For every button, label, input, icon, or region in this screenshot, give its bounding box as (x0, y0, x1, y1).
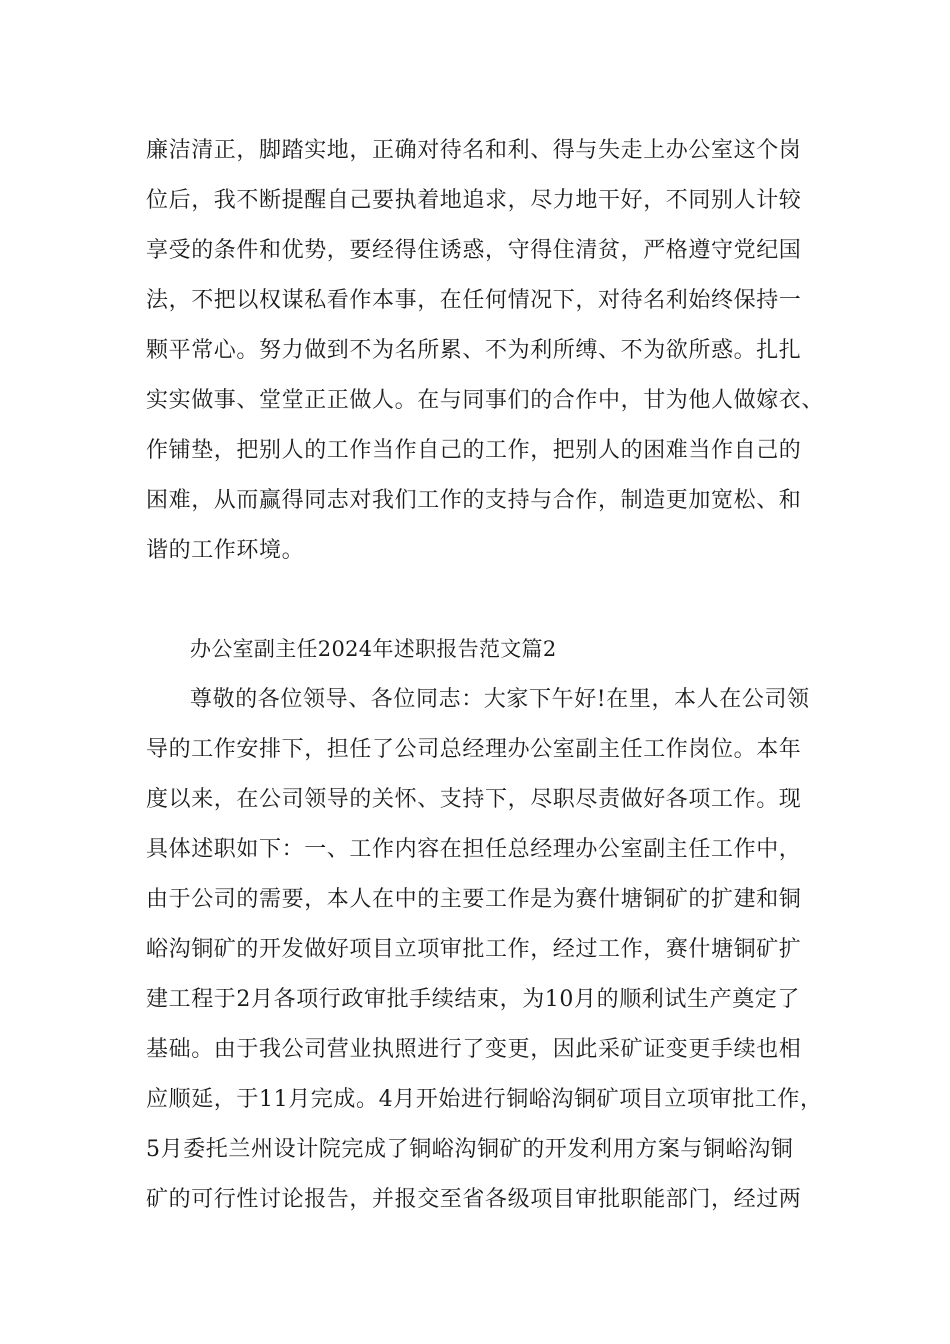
paragraph-1-line: 颗平常心。努力做到不为名所累、不为利所缚、不为欲所惑。扎扎 (146, 338, 802, 363)
paragraph-2-line: 度以来，在公司领导的关怀、支持下，尽职尽责做好各项工作。现 (146, 787, 802, 812)
section-title: 办公室副主任2024年述职报告范文篇2 (190, 637, 557, 661)
paragraph-1-line: 作铺垫，把别人的工作当作自己的工作，把别人的困难当作自己的 (146, 438, 802, 463)
paragraph-1-line: 困难，从而赢得同志对我们工作的支持与合作，制造更加宽松、和 (146, 488, 802, 513)
paragraph-1-line: 谐的工作环境。 (146, 538, 305, 563)
paragraph-2-line: 5月委托兰州设计院完成了铜峪沟铜矿的开发利用方案与铜峪沟铜 (146, 1137, 794, 1162)
paragraph-2-line: 导的工作安排下，担任了公司总经理办公室副主任工作岗位。本年 (146, 737, 802, 762)
paragraph-1-line: 法，不把以权谋私看作本事，在任何情况下，对待名利始终保持一 (146, 288, 802, 313)
paragraph-1-line: 实实做事、堂堂正正做人。在与同事们的合作中，甘为他人做嫁衣、 (146, 388, 825, 413)
paragraph-1-line: 廉洁清正，脚踏实地，正确对待名和利、得与失走上办公室这个岗 (146, 138, 802, 163)
paragraph-2-line: 峪沟铜矿的开发做好项目立项审批工作，经过工作，赛什塘铜矿扩 (146, 937, 802, 962)
paragraph-2-line: 矿的可行性讨论报告，并报交至省各级项目审批职能部门，经过两 (146, 1187, 802, 1212)
paragraph-1-line: 位后，我不断提醒自己要执着地追求，尽力地干好，不同别人计较 (146, 188, 802, 213)
paragraph-2-line: 基础。由于我公司营业执照进行了变更，因此采矿证变更手续也相 (146, 1037, 802, 1062)
paragraph-2-line: 由于公司的需要，本人在中的主要工作是为赛什塘铜矿的扩建和铜 (146, 887, 802, 912)
paragraph-2-line: 应顺延，于11月完成。4月开始进行铜峪沟铜矿项目立项审批工作， (146, 1087, 823, 1112)
paragraph-2-line: 建工程于2月各项行政审批手续结束，为10月的顺利试生产奠定了 (146, 987, 800, 1012)
paragraph-2-line: 尊敬的各位领导、各位同志：大家下午好!在里，本人在公司领 (190, 687, 810, 712)
paragraph-1-line: 享受的条件和优势，要经得住诱惑，守得住清贫，严格遵守党纪国 (146, 238, 802, 263)
paragraph-2-line: 具体述职如下：一、工作内容在担任总经理办公室副主任工作中， (146, 837, 802, 862)
